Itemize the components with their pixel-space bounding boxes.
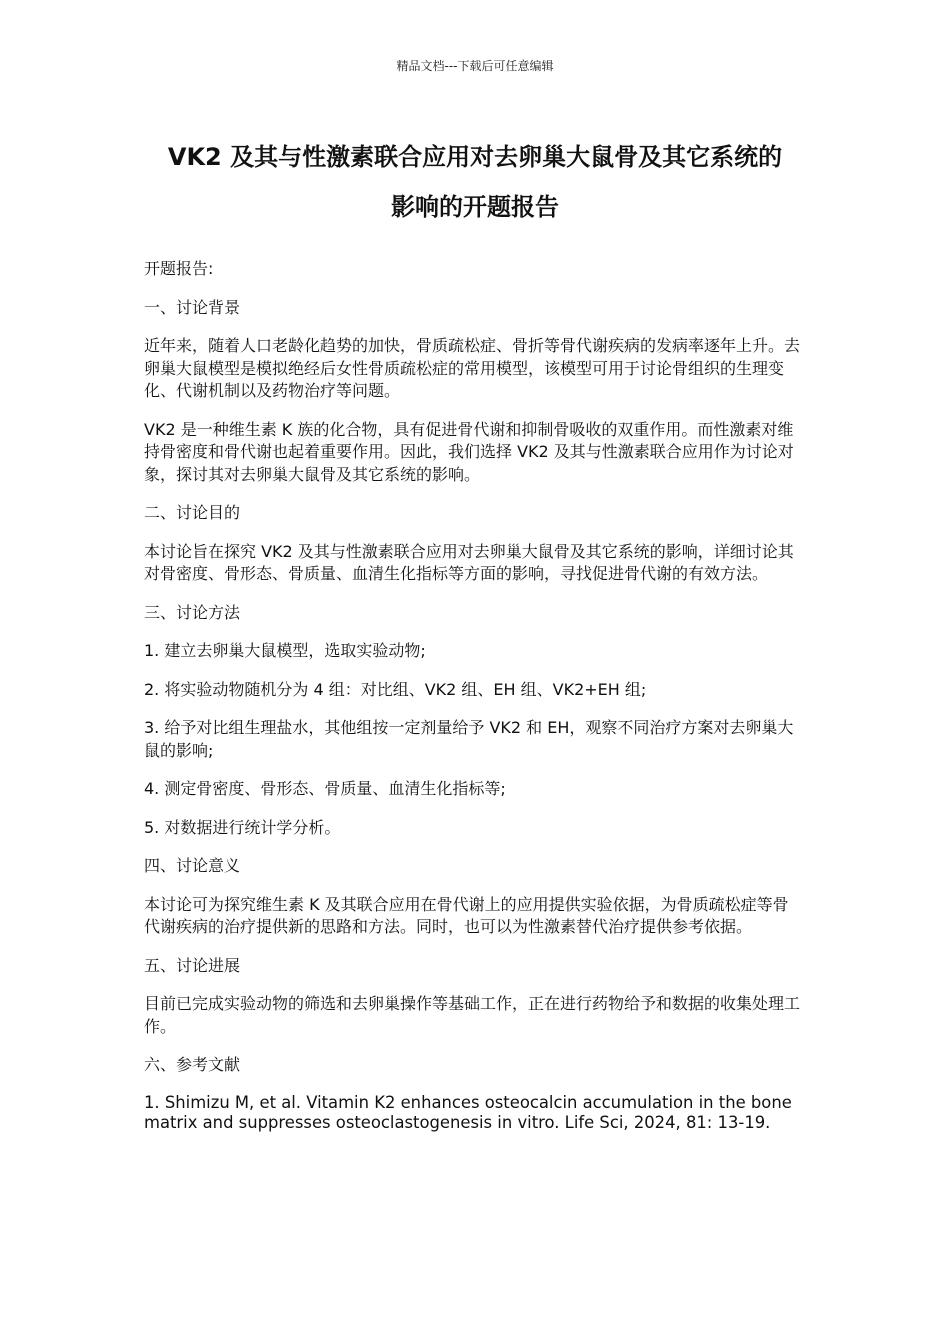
method-item-4: 4. 测定骨密度、骨形态、骨质量、血清生化指标等; [144, 779, 506, 798]
document-title-line-2: 影响的开题报告 [391, 193, 559, 221]
document-body [144, 258, 804, 1150]
background-paragraph-2: VK2 是一种维生素 K 族的化合物，具有促进骨代谢和抑制骨吸收的双重作用。而性激素对维持骨密度和骨代谢也起着重要作用。因此，我们选择 VK2 及其与性激素联合应用作为讨论对象，探讨其对去卵巢大鼠骨及其它系统的影响。 [144, 419, 794, 484]
reference-item-1: 1. Shimizu M, et al. Vitamin K2 enhances osteocalcin accumulation in the bone matrix and suppresses osteoclastogenesis in vitro. Life Sci, 2024, 81: 13-19. [144, 1092, 792, 1132]
significance-paragraph: 本讨论可为探究维生素 K 及其联合应用在骨代谢上的应用提供实验依据，为骨质疏松症等骨代谢疾病的治疗提供新的思路和方法。同时，也可以为性激素替代治疗提供参考依据。 [144, 894, 789, 936]
purpose-paragraph: 本讨论旨在探究 VK2 及其与性激素联合应用对去卵巢大鼠骨及其它系统的影响，详细讨论其对骨密度、骨形态、骨质量、血清生化指标等方面的影响，寻找促进骨代谢的有效方法。 [144, 541, 794, 583]
section-heading-significance: 四、讨论意义 [144, 856, 241, 875]
method-item-1: 1. 建立去卵巢大鼠模型，选取实验动物; [144, 641, 426, 660]
section-heading-references: 六、参考文献 [144, 1055, 241, 1074]
section-heading-progress: 五、讨论进展 [144, 955, 241, 975]
page-header-note: 精品文档---下载后可任意编辑 [396, 59, 554, 73]
section-heading-method: 三、讨论方法 [144, 602, 241, 622]
method-item-3: 3. 给予对比组生理盐水，其他组按一定剂量给予 VK2 和 EH，观察不同治疗方案对去卵巢大鼠的影响; [144, 718, 794, 760]
background-paragraph-1: 近年来，随着人口老龄化趋势的加快，骨质疏松症、骨折等骨代谢疾病的发病率逐年上升。去卵巢大鼠模型是模拟绝经后女性骨质疏松症的常用模型，该模型可用于讨论骨组织的生理变化、代谢机制以及药物治疗等问题。 [144, 336, 801, 400]
method-item-5: 5. 对数据进行统计学分析。 [144, 817, 341, 837]
progress-paragraph: 目前已完成实验动物的筛选和去卵巢操作等基础工作，正在进行药物给予和数据的收集处理工作。 [144, 994, 801, 1036]
intro-label: 开题报告: [144, 259, 214, 278]
document-title-line-1: VK2 及其与性激素联合应用对去卵巢大鼠骨及其它系统的 [167, 143, 783, 171]
section-heading-background: 一、讨论背景 [144, 297, 241, 317]
section-heading-purpose: 二、讨论目的 [144, 503, 241, 522]
method-item-2: 2. 将实验动物随机分为 4 组：对比组、VK2 组、EH 组、VK2+EH 组; [144, 679, 647, 699]
